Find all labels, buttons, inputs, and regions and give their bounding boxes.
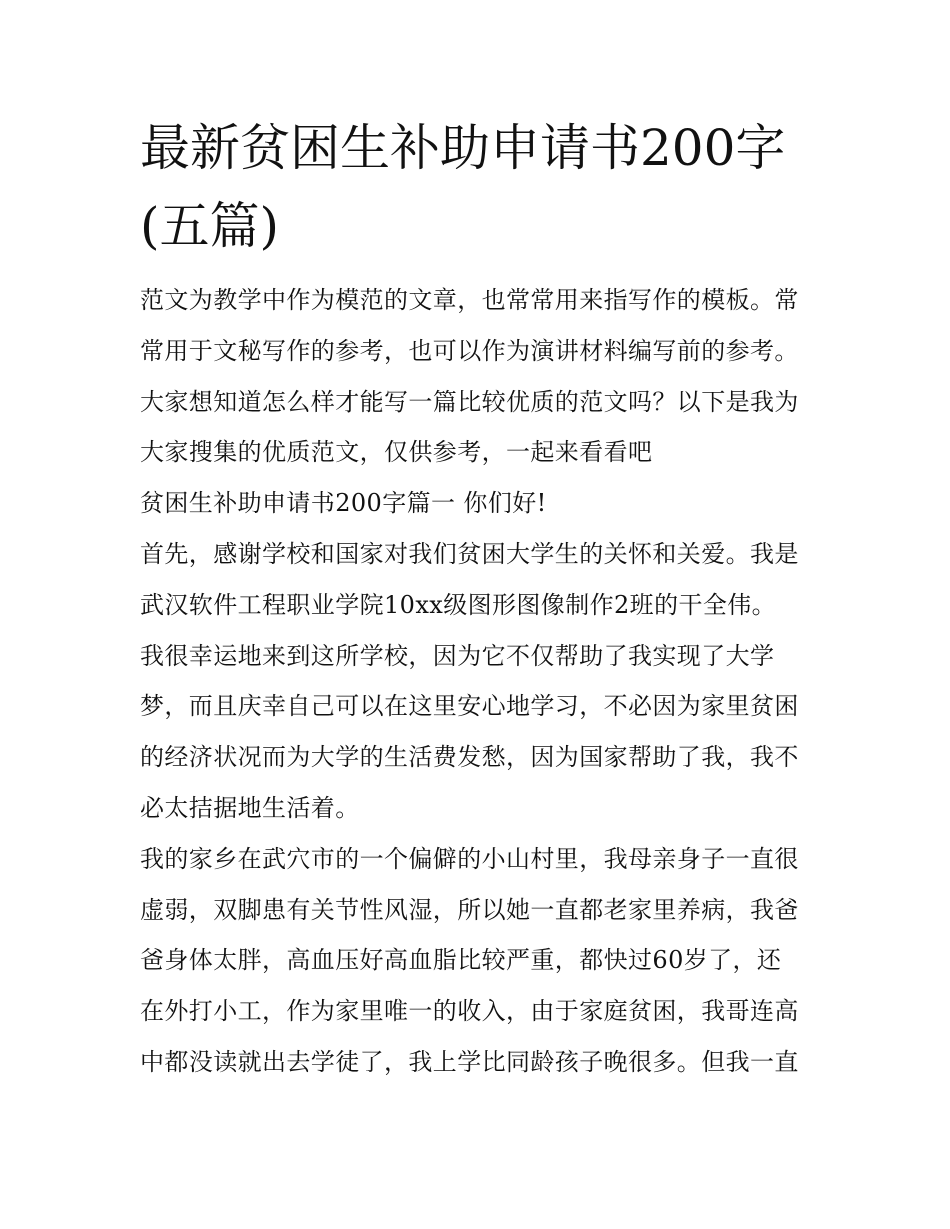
body-line: 虚弱，双脚患有关节性风湿，所以她一直都老家里养病，我爸 — [140, 896, 799, 924]
body-line: 首先，感谢学校和国家对我们贫困大学生的关怀和关爱。我是 — [140, 540, 799, 568]
body-line: 梦，而且庆幸自己可以在这里安心地学习，不必因为家里贫困 — [140, 692, 799, 720]
body-line: 必太拮据地生活着。 — [140, 794, 360, 822]
body-line: 的经济状况而为大学的生活费发愁，因为国家帮助了我，我不 — [140, 743, 799, 771]
document-title-line-1: 最新贫困生补助申请书200字 — [140, 119, 786, 177]
body-line: 大家搜集的优质范文，仅供参考，一起来看看吧 — [140, 438, 653, 466]
body-line: 我很幸运地来到这所学校，因为它不仅帮助了我实现了大学 — [140, 642, 775, 670]
document-title-line-2: (五篇) — [140, 197, 280, 255]
body-line: 大家想知道怎么样才能写一篇比较优质的范文吗？以下是我为 — [140, 388, 799, 416]
body-line: 爸身体太胖，高血压好高血脂比较严重，都快过60岁了，还 — [140, 946, 782, 974]
body-line: 武汉软件工程职业学院10xx级图形图像制作2班的干全伟。 — [140, 591, 777, 619]
body-line: 我的家乡在武穴市的一个偏僻的小山村里，我母亲身子一直很 — [140, 845, 799, 873]
body-line: 贫困生补助申请书200字篇一 你们好! — [140, 489, 547, 517]
body-line: 中都没读就出去学徒了，我上学比同龄孩子晚很多。但我一直 — [140, 1048, 799, 1076]
body-line: 范文为教学中作为模范的文章，也常常用来指写作的模板。常 — [140, 286, 799, 314]
body-line: 常用于文秘写作的参考，也可以作为演讲材料编写前的参考。 — [140, 337, 799, 365]
body-line: 在外打小工，作为家里唯一的收入，由于家庭贫困，我哥连高 — [140, 997, 799, 1025]
